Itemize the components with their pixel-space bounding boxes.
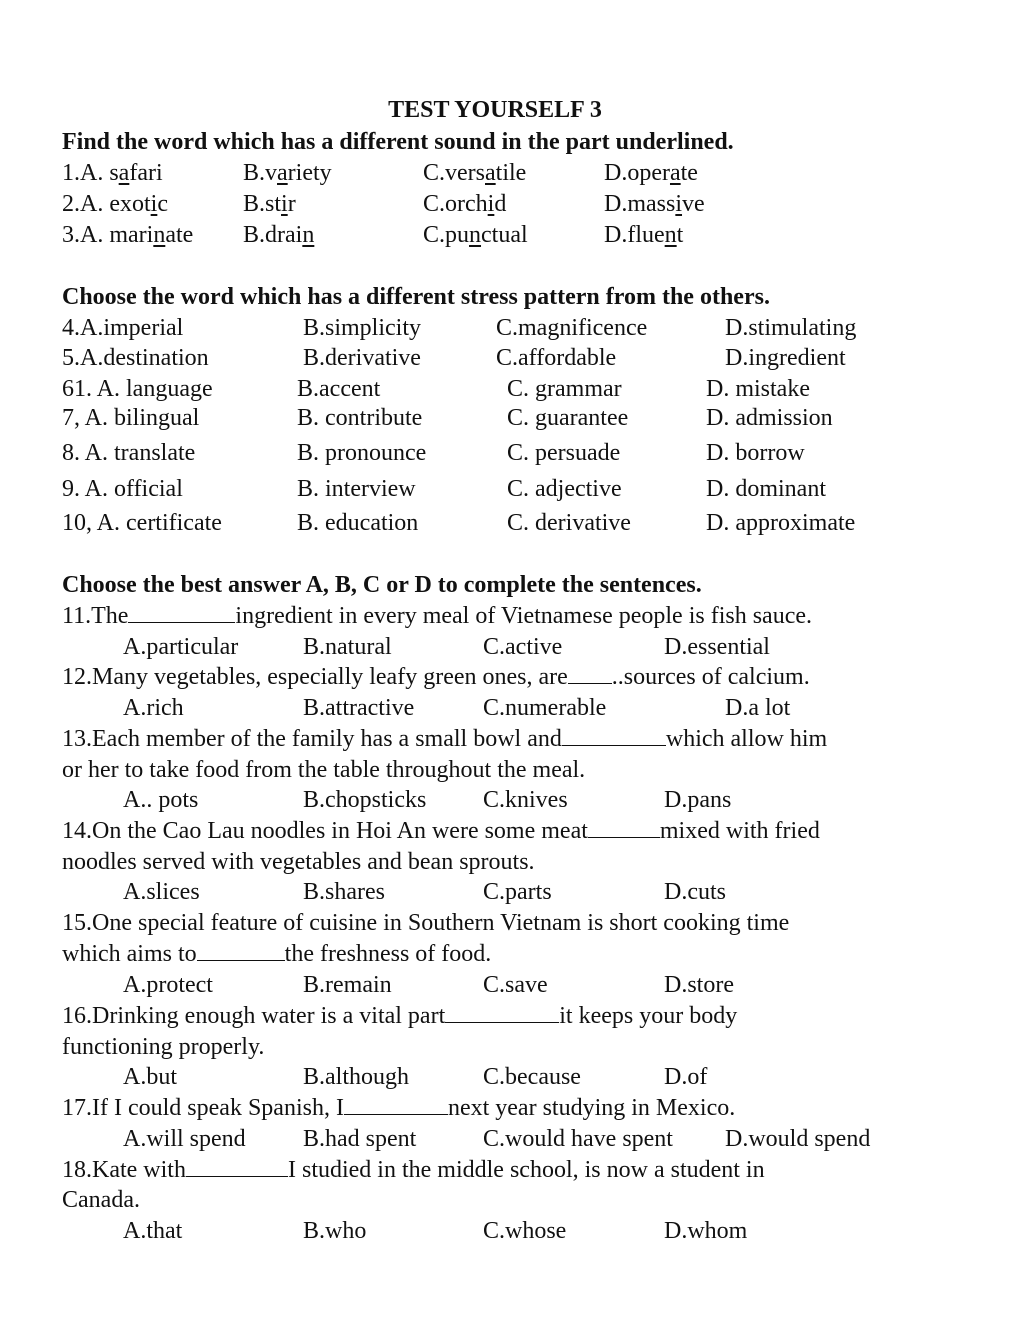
option-d: D.would spend	[725, 1126, 871, 1152]
option-a: A.particular	[123, 634, 239, 660]
option-a: A.that	[123, 1218, 183, 1244]
question-18-stem: 18.Kate with I studied in the middle school, is now a student in	[62, 1157, 765, 1183]
option-d: D.store	[664, 972, 734, 998]
answer-blank	[568, 663, 612, 684]
option-b: B. contribute	[297, 405, 423, 431]
question-14-stem: 14.On the Cao Lau noodles in Hoi An were some meat mixed with fried	[62, 818, 820, 844]
option-b: B.chopsticks	[303, 787, 427, 813]
option-a: 9. A. official	[62, 476, 183, 502]
option-d: D.fluent	[604, 222, 684, 248]
option-c: C.because	[483, 1064, 581, 1090]
option-a: 61. A. language	[62, 376, 213, 402]
question-14-stem-continued: noodles served with vegetables and bean sprouts.	[62, 849, 535, 875]
option-a: 2.A. exotic	[62, 191, 168, 217]
option-b: B.drain	[243, 222, 315, 248]
option-c: C. adjective	[507, 476, 622, 502]
option-d: D.pans	[664, 787, 732, 813]
question-18-stem-continued: Canada.	[62, 1187, 140, 1213]
section3-heading: Choose the best answer A, B, C or D to complete the sentences.	[62, 572, 702, 598]
option-c: C.magnificence	[496, 315, 648, 341]
option-c: C. guarantee	[507, 405, 629, 431]
option-b: B.stir	[243, 191, 296, 217]
option-b: B.shares	[303, 879, 385, 905]
option-b: B.accent	[297, 376, 381, 402]
question-15-stem-continued: which aims to the freshness of food.	[62, 941, 492, 967]
option-c: C.punctual	[423, 222, 528, 248]
option-c: C.would have spent	[483, 1126, 673, 1152]
question-13-stem: 13.Each member of the family has a small bowl and which allow him	[62, 726, 828, 752]
option-a: 4.A.imperial	[62, 315, 184, 341]
question-16-stem-continued: functioning properly.	[62, 1034, 265, 1060]
option-b: B. education	[297, 510, 419, 536]
answer-blank	[344, 1094, 448, 1115]
answer-blank	[588, 817, 660, 838]
question-13-stem-continued: or her to take food from the table throughout the meal.	[62, 757, 586, 783]
option-b: B.derivative	[303, 345, 421, 371]
option-c: C.versatile	[423, 160, 527, 186]
option-d: D. dominant	[706, 476, 826, 502]
option-a: A.will spend	[123, 1126, 246, 1152]
option-b: B.attractive	[303, 695, 415, 721]
option-c: C.knives	[483, 787, 568, 813]
answer-blank	[128, 602, 235, 623]
option-d: D.of	[664, 1064, 708, 1090]
question-15-stem: 15.One special feature of cuisine in Southern Vietnam is short cooking time	[62, 910, 790, 936]
option-c: C.numerable	[483, 695, 607, 721]
answer-blank	[186, 1156, 288, 1177]
option-a: A.slices	[123, 879, 200, 905]
question-16-stem: 16.Drinking enough water is a vital part it keeps your body	[62, 1003, 738, 1029]
option-c: C.parts	[483, 879, 552, 905]
option-c: C.save	[483, 972, 548, 998]
option-c: C.affordable	[496, 345, 617, 371]
option-d: D.cuts	[664, 879, 726, 905]
option-a: A.rich	[123, 695, 184, 721]
option-d: D.stimulating	[725, 315, 857, 341]
option-a: 10, A. certificate	[62, 510, 222, 536]
option-d: D.ingredient	[725, 345, 846, 371]
option-b: B. interview	[297, 476, 416, 502]
option-a: 3.A. marinate	[62, 222, 194, 248]
option-d: D. borrow	[706, 440, 805, 466]
option-b: B.had spent	[303, 1126, 417, 1152]
option-d: D.a lot	[725, 695, 791, 721]
option-a: A.protect	[123, 972, 213, 998]
option-a: 7, A. bilingual	[62, 405, 200, 431]
section2-heading: Choose the word which has a different stress pattern from the others.	[62, 284, 770, 310]
option-d: D.operate	[604, 160, 698, 186]
question-12-stem: 12.Many vegetables, especially leafy green ones, are ..sources of calcium.	[62, 664, 810, 690]
section1-heading: Find the word which has a different sound in the part underlined.	[62, 129, 734, 155]
option-b: B. pronounce	[297, 440, 427, 466]
question-17-stem: 17.If I could speak Spanish, I next year studying in Mexico.	[62, 1095, 736, 1121]
question-11-stem: 11.The ingredient in every meal of Vietnamese people is fish sauce.	[62, 603, 813, 629]
option-b: B.simplicity	[303, 315, 422, 341]
option-d: D. mistake	[706, 376, 810, 402]
option-a: A.. pots	[123, 787, 199, 813]
option-d: D.essential	[664, 634, 770, 660]
option-b: B.who	[303, 1218, 367, 1244]
option-d: D.whom	[664, 1218, 748, 1244]
option-b: B.natural	[303, 634, 392, 660]
answer-blank	[197, 940, 285, 961]
option-c: C.orchid	[423, 191, 507, 217]
option-c: C.whose	[483, 1218, 567, 1244]
option-a: 5.A.destination	[62, 345, 209, 371]
option-b: B.remain	[303, 972, 392, 998]
option-d: D. approximate	[706, 510, 856, 536]
option-a: A.but	[123, 1064, 177, 1090]
option-a: 8. A. translate	[62, 440, 196, 466]
option-c: C. derivative	[507, 510, 631, 536]
option-c: C. persuade	[507, 440, 621, 466]
option-c: C.active	[483, 634, 563, 660]
option-a: 1.A. safari	[62, 160, 163, 186]
page-title: TEST YOURSELF 3	[388, 97, 602, 123]
option-d: D. admission	[706, 405, 833, 431]
option-c: C. grammar	[507, 376, 622, 402]
option-b: B.although	[303, 1064, 409, 1090]
option-b: B.variety	[243, 160, 332, 186]
option-d: D.massive	[604, 191, 705, 217]
answer-blank	[445, 1002, 559, 1023]
answer-blank	[562, 725, 666, 746]
